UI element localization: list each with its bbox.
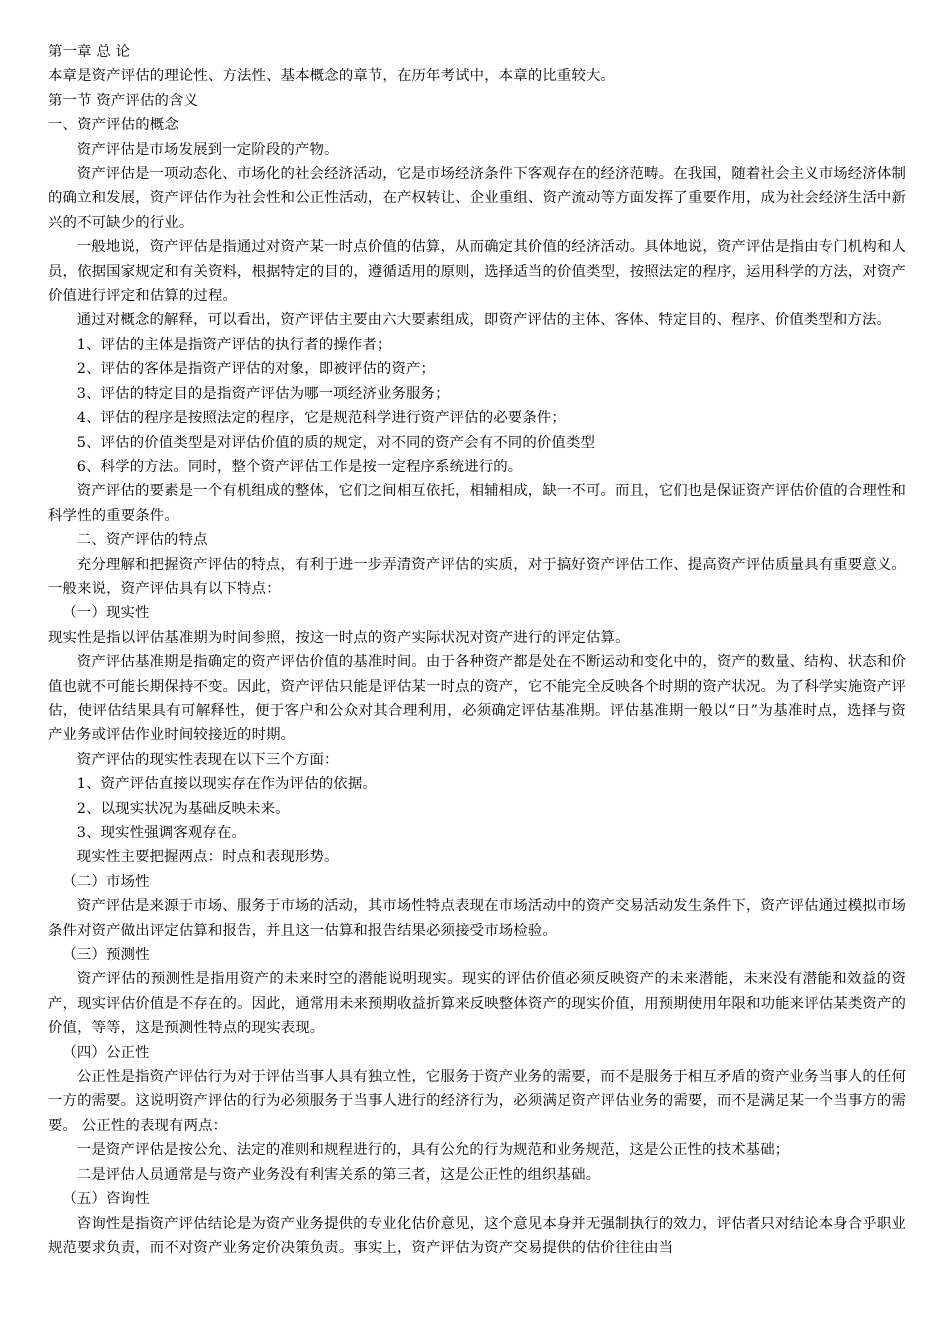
paragraph: 二是评估人员通常是与资产业务没有利害关系的第三者，这是公正性的组织基础。 [76, 1166, 601, 1183]
paragraph: 咨询性是指资产评估结论是为资产业务提供的专业化估价意见，这个意见本身并无强制执行的效力，评估者只对结论本身合乎职业规范要求负责，而不对资产业务定价决策负责。事实上，资产评估为资产交易提供的估价往往由当 [48, 1215, 906, 1256]
paragraph: 资产评估是一项动态化、市场化的社会经济活动，它是市场经济条件下客观存在的经济范畴。在我国，随着社会主义市场经济体制的确立和发展，资产评估作为社会性和公正性活动，在产权转让、企业重组、资产流动等方面发挥了重要作用，成为社会经济生活中新兴的不可缺少的行业。 [48, 166, 906, 231]
paragraph: 现实性主要把握两点：时点和表现形势。 [76, 849, 339, 866]
heading-concept: 一、资产评估的概念 [48, 117, 179, 134]
paragraph: 资产评估的要素是一个有机组成的整体，它们之间相互依托，相辅相成，缺一不可。而且，它们也是保证资产评估价值的合理性和科学性的重要条件。 [48, 483, 906, 524]
subheading-consult: （五）咨询性 [62, 1191, 150, 1208]
list-item: 1、评估的主体是指资产评估的执行者的操作者； [76, 336, 392, 353]
paragraph: 一是资产评估是按公允、法定的准则和规程进行的，具有公允的行为规范和业务规范，这是公正性的技术基础； [76, 1142, 790, 1159]
list-item: 4、评估的程序是按照法定的程序，它是规范科学进行资产评估的必要条件； [76, 410, 566, 427]
section-title: 第一节 资产评估的含义 [48, 92, 199, 109]
paragraph: 现实性是指以评估基准期为时间参照，按这一时点的资产实际状况对资产进行的评定估算。 [48, 629, 630, 646]
paragraph: 公正性是指资产评估行为对于评估当事人具有独立性，它服务于资产业务的需要，而不是服务于相互矛盾的资产业务当事人的任何一方的需要。这说明资产评估的行为必须服务于当事人进行的经济行为，必须满足资产评估业务的需要，而不是满足某一个当事方的需要。 公正性的表现有两点： [48, 1069, 906, 1134]
subheading-predict: （三）预测性 [62, 947, 150, 964]
paragraph: 资产评估的预测性是指用资产的未来时空的潜能说明现实。现实的评估价值必须反映资产的未来潜能，未来没有潜能和效益的资产，现实评估价值是不存在的。因此，通常用未来预期收益折算来反映整体资产的现实价值，用预期使用年限和功能来评估某类资产的价值，等等，这是预测性特点的现实表现。 [48, 971, 906, 1037]
paragraph: 资产评估是市场发展到一定阶段的产物。 [76, 141, 339, 158]
paragraph: 资产评估基准期是指确定的资产评估价值的基准时间。由于各种资产都是处在不断运动和变化中的，资产的数量、结构、状态和价值也就不可能长期保持不变。因此，资产评估只能是评估某一时点的资产，它不能完全反映各个时期的资产状况。为了科学实施资产评估，使评估结果具有可解释性，便于客户和公众对其合理利用，必须确定评估基准期。评估基准期一般以“日”为基准时点，选择与资产业务或评估作业时间较接近的时期。 [48, 654, 906, 744]
list-item: 5、评估的价值类型是对评估价值的质的规定，对不同的资产会有不同的价值类型 [76, 434, 596, 451]
heading-features: 二、资产评估的特点 [76, 532, 208, 549]
chapter-intro: 本章是资产评估的理论性、方法性、基本概念的章节，在历年考试中，本章的比重较大。 [48, 68, 616, 85]
paragraph: 资产评估是来源于市场、服务于市场的活动，其市场性特点表现在市场活动中的资产交易活动发生条件下，资产评估通过模拟市场条件对资产做出评定估算和报告，并且这一估算和报告结果必须接受市场检验。 [48, 898, 906, 939]
subheading-reality: （一）现实性 [62, 605, 150, 622]
paragraph: 通过对概念的解释，可以看出，资产评估主要由六大要素组成，即资产评估的主体、客体、特定目的、程序、价值类型和方法。 [76, 312, 892, 329]
paragraph: 一般地说，资产评估是指通过对资产某一时点价值的估算，从而确定其价值的经济活动。具体地说，资产评估是指由专门机构和人员，依据国家规定和有关资料，根据特定的目的，遵循适用的原则，选择适当的价值类型，按照法定的程序，运用科学的方法，对资产价值进行评定和估算的过程。 [48, 239, 906, 305]
list-item: 3、评估的特定目的是指资产评估为哪一项经济业务服务； [76, 385, 450, 402]
chapter-title: 第一章 总 论 [48, 44, 131, 60]
subheading-fairness: （四）公正性 [62, 1044, 150, 1061]
list-item: 1、资产评估直接以现实存在作为评估的依据。 [76, 776, 377, 793]
paragraph: 充分理解和把握资产评估的特点，有利于进一步弄清资产评估的实质，对于搞好资产评估工作、提高资产评估质量具有重要意义。一般来说，资产评估具有以下特点： [48, 556, 906, 597]
subheading-market: （二）市场性 [62, 873, 150, 890]
list-item: 2、评估的客体是指资产评估的对象，即被评估的资产； [76, 361, 436, 378]
list-item: 2、以现实状况为基础反映未来。 [76, 800, 290, 817]
list-item: 6、科学的方法。同时，整个资产评估工作是按一定程序系统进行的。 [76, 458, 523, 475]
list-item: 3、现实性强调客观存在。 [76, 825, 247, 841]
paragraph: 资产评估的现实性表现在以下三个方面： [76, 751, 339, 768]
